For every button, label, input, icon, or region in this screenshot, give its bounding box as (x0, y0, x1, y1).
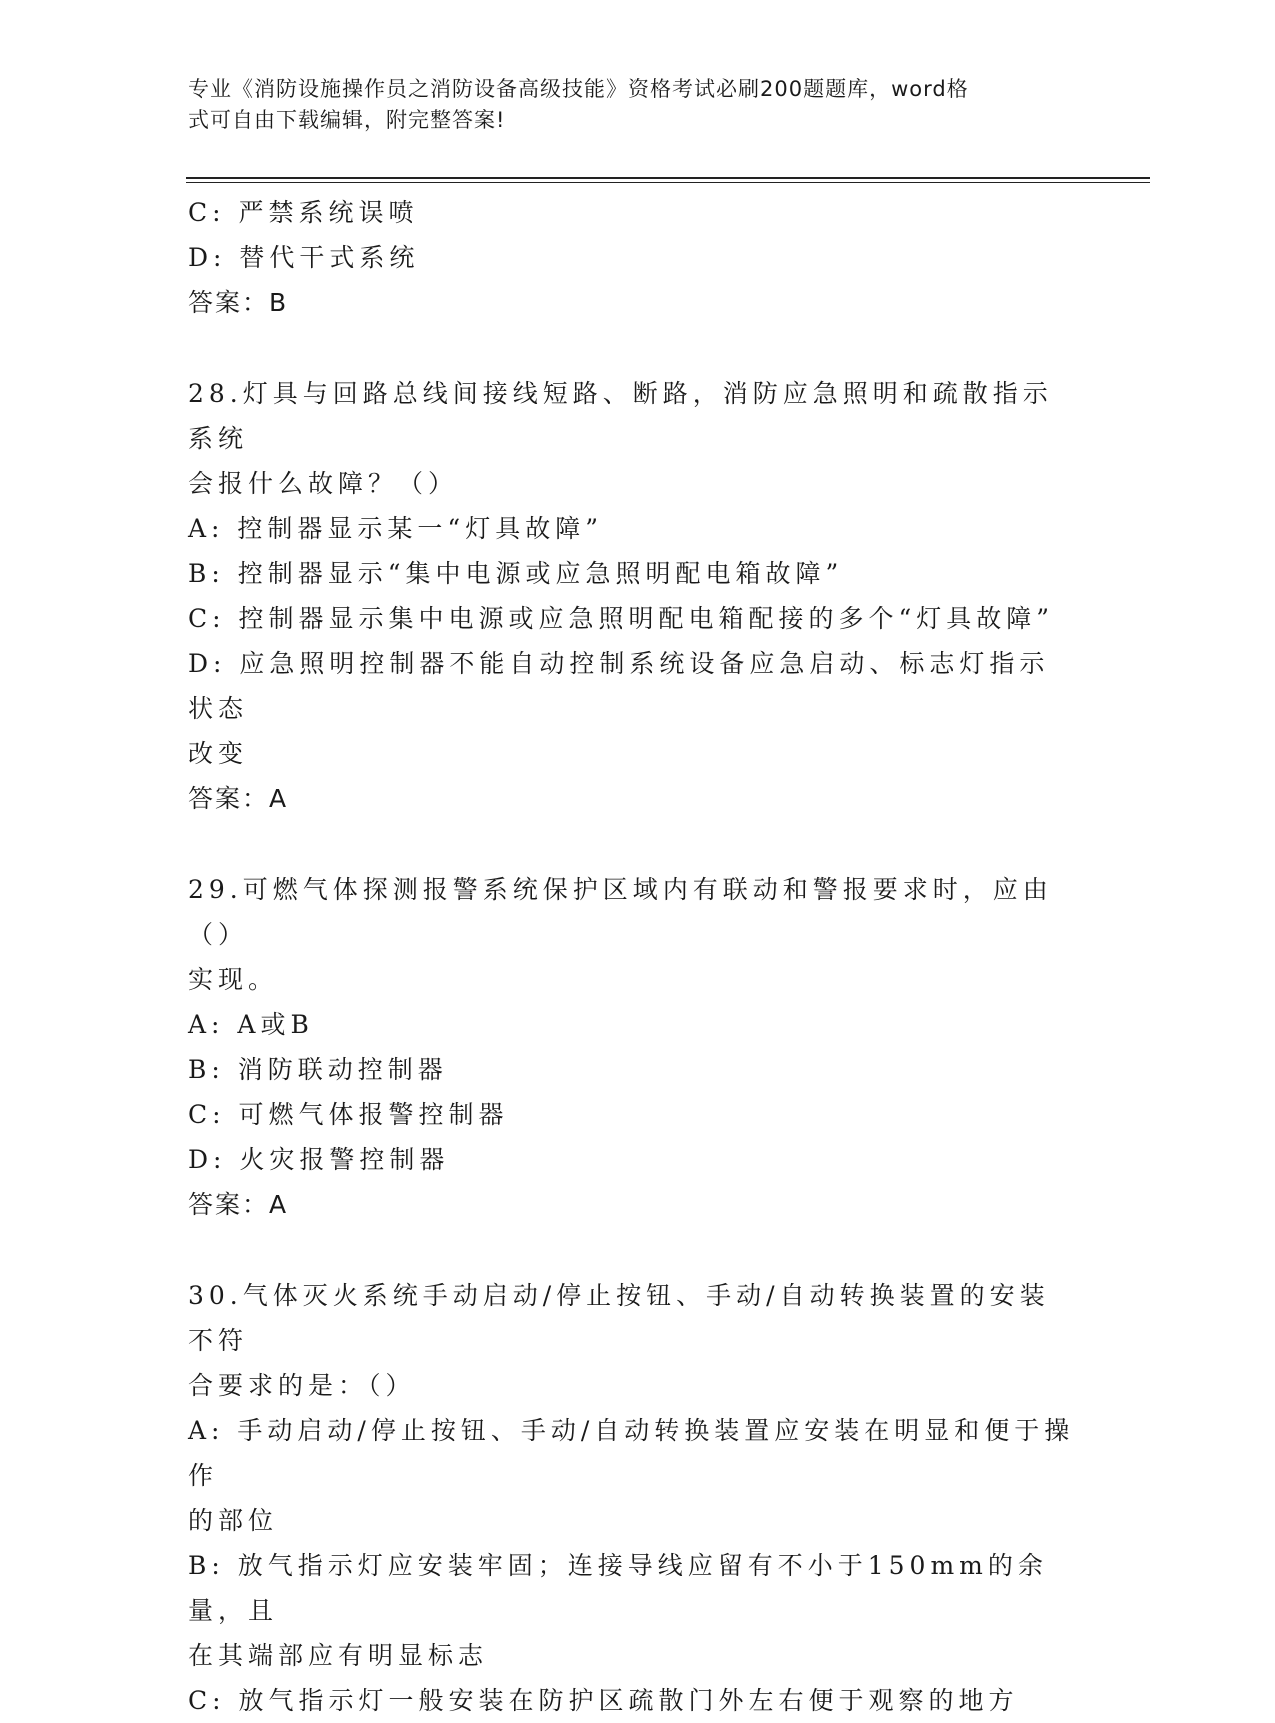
option-b: B: 放气指示灯应安装牢固；连接导线应留有不小于150mm的余量，且 (188, 1551, 1048, 1625)
header-line-1: 专业《消防设施操作员之消防设备高级技能》资格考试必刷200题题库，word格 (188, 77, 969, 101)
question-stem: 28.灯具与回路总线间接线短路、断路，消防应急照明和疏散指示系统 (188, 379, 1053, 453)
spacer (188, 1227, 1078, 1273)
option-c: C: 可燃气体报警控制器 (188, 1100, 509, 1129)
option-b-cont: 在其端部应有明显标志 (188, 1641, 489, 1670)
question-29 (188, 867, 1078, 1227)
question-stem-cont: 合要求的是：（） (188, 1371, 416, 1400)
option-c: C: 放气指示灯一般安装在防护区疏散门外左右便于观察的地方 (188, 1686, 1019, 1715)
question-stem-cont: 会报什么故障？（） (188, 469, 459, 498)
option-c: C: 严禁系统误喷 (188, 198, 419, 227)
answer-line: 答案：A (188, 1190, 289, 1219)
option-c: C: 控制器显示集中电源或应急照明配电箱配接的多个“灯具故障” (188, 604, 1055, 633)
answer-line: 答案：B (188, 288, 289, 317)
option-a: A: 控制器显示某一“灯具故障” (188, 514, 603, 543)
question-stem: 30.气体灭火系统手动启动/停止按钮、手动/自动转换装置的安装不符 (188, 1281, 1050, 1355)
question-list (188, 190, 1078, 1723)
spacer (188, 821, 1078, 867)
header-divider-thick (186, 177, 1150, 179)
question-30 (188, 1273, 1078, 1723)
option-d: D: 应急照明控制器不能自动控制系统设备应急启动、标志灯指示状态 (188, 649, 1050, 723)
answer-line: 答案：A (188, 784, 289, 813)
option-a: A: A或B (188, 1010, 314, 1039)
spacer (188, 325, 1078, 371)
question-stem: 29.可燃气体探测报警系统保护区域内有联动和警报要求时，应由（） (188, 875, 1053, 949)
option-b: B: 控制器显示“集中电源或应急照明配电箱故障” (188, 559, 844, 588)
option-b: B: 消防联动控制器 (188, 1055, 448, 1084)
option-a-cont: 的部位 (188, 1506, 279, 1535)
option-d: D: 替代干式系统 (188, 243, 420, 272)
header-line-2: 式可自由下载编辑，附完整答案! (188, 108, 506, 132)
header-divider-thin (186, 182, 1150, 183)
option-d-cont: 改变 (188, 739, 249, 768)
question-27-tail (188, 190, 1078, 325)
question-stem-cont: 实现。 (188, 965, 279, 994)
document-header (188, 74, 1068, 136)
option-d: D: 火灾报警控制器 (188, 1145, 450, 1174)
option-a: A: 手动启动/停止按钮、手动/自动转换装置应安装在明显和便于操作 (188, 1416, 1075, 1490)
question-28 (188, 371, 1078, 821)
